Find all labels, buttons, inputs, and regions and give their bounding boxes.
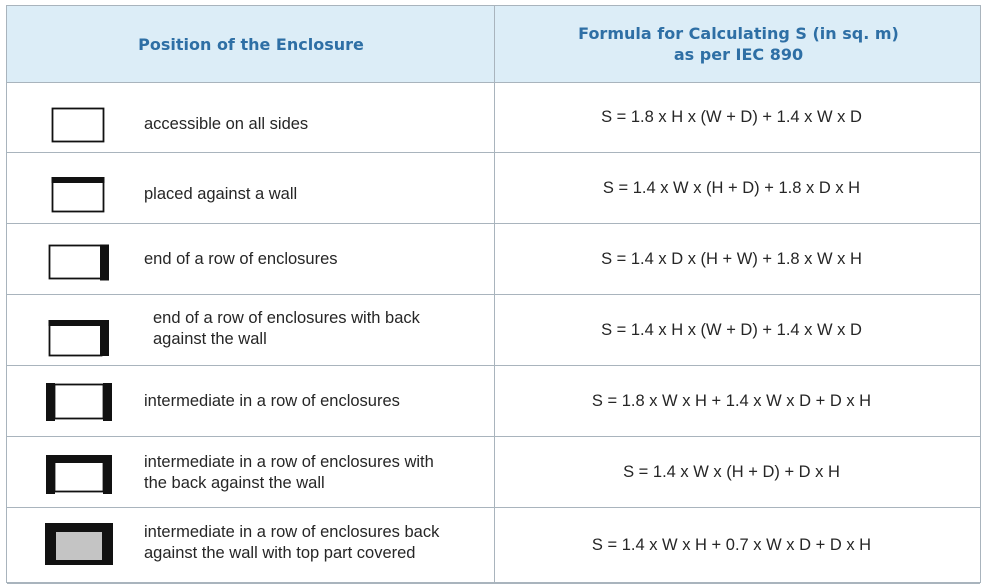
position-text: accessible on all sides [144,115,309,133]
position-line1: intermediate in a row of enclosures back [144,523,440,541]
header-formula [495,6,982,82]
position-line1: end of a row of enclosures with back [153,309,420,327]
formula-value: S = 1.4 x W x H + 0.7 x W x D + D x H [591,536,872,554]
formula-text [495,82,982,152]
enclosure-against-wall-icon [51,173,107,217]
formula-text [495,366,982,436]
enclosure-intermediate-wall-icon [45,452,113,498]
formula-text [495,295,982,365]
position-line1: intermediate in a row of enclosures with [144,453,434,471]
formula-value: S = 1.4 x W x (H + D) + D x H [623,462,840,481]
position-text: intermediate in a row of enclosures [144,392,400,410]
position-text: placed against a wall [144,185,298,203]
enclosure-formula-table [6,5,981,583]
header-formula-line2: as per IEC 890 [673,45,804,64]
position-line2: the back against the wall [144,474,325,492]
formula-text [495,153,982,223]
formula-text [495,224,982,294]
formula-text [495,508,982,583]
column-divider [494,6,495,582]
position-line2: against the wall with top part covered [144,544,416,562]
formula-value: S = 1.8 x H x (W + D) + 1.4 x W x D [601,107,862,126]
enclosure-all-sides-icon [51,105,107,145]
position-line2: against the wall [153,330,267,348]
formula-value: S = 1.4 x D x (H + W) + 1.8 x W x H [601,249,862,268]
position-text [144,452,434,494]
formula-value: S = 1.4 x W x (H + D) + 1.8 x D x H [602,178,861,197]
enclosure-end-of-row-icon [48,241,110,285]
enclosure-intermediate-icon [45,379,113,425]
formula-value: S = 1.4 x H x (W + D) + 1.4 x W x D [601,320,862,339]
position-text [153,308,420,350]
enclosure-intermediate-covered-icon [44,520,114,568]
header-position-label: Position of the Enclosure [138,34,364,54]
header-position [7,6,495,82]
formula-value: S = 1.8 x W x H + 1.4 x W x D + D x H [591,391,872,410]
enclosure-end-of-row-wall-icon [48,316,110,360]
position-text [144,522,439,564]
header-formula-line1: Formula for Calculating S (in sq. m) [578,24,899,43]
position-text: end of a row of enclosures [144,250,338,268]
formula-text [495,437,982,507]
